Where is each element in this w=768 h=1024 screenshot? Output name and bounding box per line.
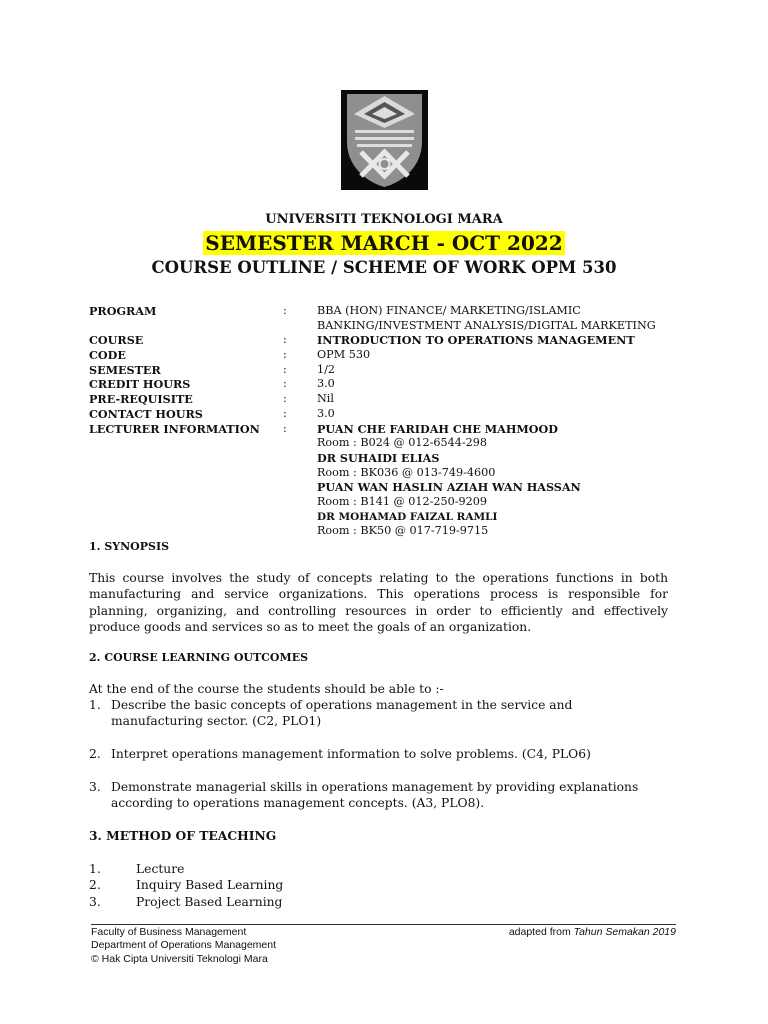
university-name: UNIVERSITI TEKNOLOGI MARA	[265, 212, 503, 227]
outcomes-heading: 2. COURSE LEARNING OUTCOMES	[89, 651, 309, 664]
lecturer-room: Room : BK50 @ 017-719-9715	[317, 524, 489, 538]
teaching-heading: 3. METHOD OF TEACHING	[89, 828, 277, 843]
footer-divider	[91, 924, 676, 925]
teaching-number: 1.	[89, 862, 101, 876]
info-colon: :	[283, 304, 287, 317]
footer-copyright: © Hak Cipta Universiti Teknologi Mara	[91, 952, 268, 965]
semester-highlight: SEMESTER MARCH - OCT 2022	[205, 231, 563, 255]
lecturer-name: DR SUHAIDI ELIAS	[317, 450, 440, 465]
teaching-text: Inquiry Based Learning	[136, 878, 284, 892]
info-label: CREDIT HOURS	[89, 377, 191, 392]
info-label: PRE-REQUISITE	[89, 392, 193, 407]
info-label: CODE	[89, 348, 126, 363]
outline-title: COURSE OUTLINE / SCHEME OF WORK OPM 530	[151, 258, 617, 277]
info-label: COURSE	[89, 333, 144, 348]
info-label: CONTACT HOURS	[89, 406, 203, 421]
teaching-number: 2.	[89, 878, 101, 892]
semester-heading	[0, 231, 768, 255]
info-label: LECTURER INFORMATION	[89, 421, 260, 436]
adapted-source: Tahun Semakan 2019	[573, 926, 676, 938]
info-label: PROGRAM	[89, 304, 157, 318]
teaching-number: 3.	[89, 895, 101, 909]
outcomes-intro: At the end of the course the students should be able to :-	[89, 682, 444, 696]
lecturer-room: Room : B024 @ 012-6544-298	[317, 436, 487, 450]
info-value: INTRODUCTION TO OPERATIONS MANAGEMENT	[317, 333, 635, 348]
info-colon: :	[283, 392, 287, 406]
footer-adapted	[509, 926, 676, 938]
info-colon: :	[283, 421, 287, 435]
info-colon: :	[283, 406, 287, 420]
info-colon: :	[283, 362, 287, 376]
teaching-text: Lecture	[136, 862, 185, 876]
lecturer-name: PUAN WAN HASLIN AZIAH WAN HASSAN	[317, 480, 581, 495]
uitm-logo	[341, 90, 428, 190]
adapted-prefix: adapted from	[508, 926, 574, 938]
info-value: BBA (HON) FINANCE/ MARKETING/ISLAMIC	[317, 304, 581, 317]
info-value: BANKING/INVESTMENT ANALYSIS/DIGITAL MARKETING	[317, 318, 656, 332]
footer-block	[91, 926, 276, 966]
info-label: SEMESTER	[89, 362, 161, 377]
lecturer-room: Room : BK036 @ 013-749-4600	[317, 465, 496, 479]
footer-department: Department of Operations Management	[91, 939, 277, 952]
footer-faculty: Faculty of Business Management	[91, 926, 247, 938]
info-value: Nil	[317, 392, 334, 406]
info-colon: :	[283, 377, 287, 391]
info-colon: :	[283, 348, 287, 362]
outcome-text: Demonstrate managerial skills in operations management by providing explanations according to operations management concepts. (A3, PLO8).	[111, 780, 639, 811]
info-value: OPM 530	[317, 348, 371, 362]
info-value: 3.0	[317, 377, 335, 391]
synopsis-heading: 1. SYNOPSIS	[89, 540, 170, 553]
synopsis-text: This course involves the study of concepts relating to the operations functions in both manufacturing and service organizations. This operations process is responsible for planning, organizing, and controlling resources in order to efficiently and effectively produce goods and services so as to meet the goals of an organization.	[89, 571, 668, 635]
teaching-text: Project Based Learning	[136, 895, 283, 909]
info-colon: :	[283, 333, 287, 347]
outcome-number: 2.	[89, 747, 101, 761]
lecturer-name: PUAN CHE FARIDAH CHE MAHMOOD	[317, 421, 558, 436]
info-value: 1/2	[317, 362, 336, 376]
lecturer-name: DR MOHAMAD FAIZAL RAMLI	[317, 510, 498, 523]
lecturer-room: Room : B141 @ 012-250-9209	[317, 494, 487, 508]
outcome-text: Describe the basic concepts of operations management in the service and manufacturing sector. (C2, PLO1)	[111, 698, 573, 729]
outcome-number: 3.	[89, 780, 101, 794]
outcome-number: 1.	[89, 698, 101, 712]
outcome-text: Interpret operations management information to solve problems. (C4, PLO6)	[111, 747, 591, 761]
info-value: 3.0	[317, 406, 335, 420]
